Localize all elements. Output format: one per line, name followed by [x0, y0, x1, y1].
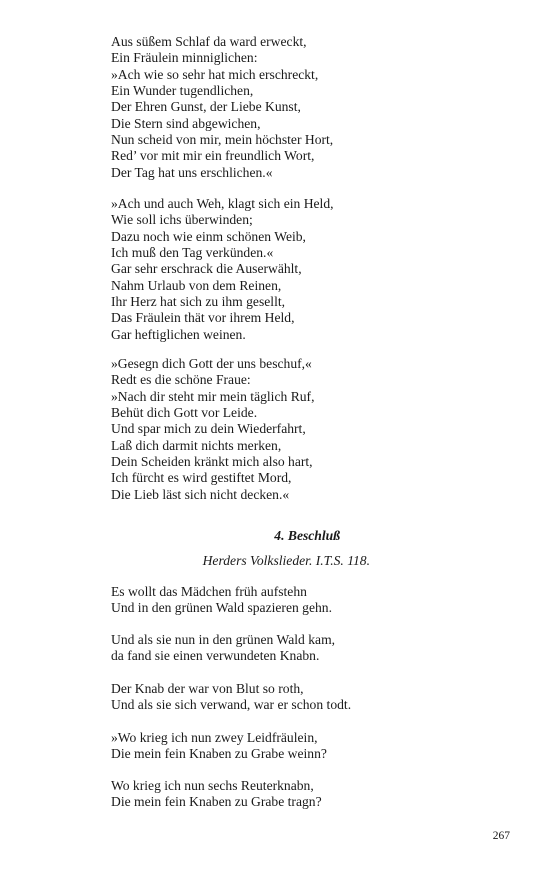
- section-title: 4. Beschluß: [274, 528, 340, 543]
- verse-line: Dein Scheiden kränkt mich also hart,: [111, 454, 313, 470]
- stanza-5: [111, 632, 511, 665]
- verse-line: Ein Fräulein minniglichen:: [111, 50, 258, 66]
- verse-line: »Gesegn dich Gott der uns beschuf,«: [111, 356, 312, 371]
- verse-line: Das Fräulein thät vor ihrem Held,: [111, 310, 295, 326]
- verse-line: »Ach wie so sehr hat mich erschreckt,: [111, 66, 319, 82]
- verse-line: Ein Wunder tugendlichen,: [111, 83, 254, 99]
- verse-line: Der Ehren Gunst, der Liebe Kunst,: [111, 99, 301, 115]
- verse-line: Nahm Urlaub von dem Reinen,: [111, 277, 282, 293]
- verse-line: Gar sehr erschrack die Auserwählt,: [111, 261, 302, 277]
- verse-line: Red’ vor mit mir ein freundlich Wort,: [111, 148, 315, 164]
- stanza-6: [111, 681, 511, 714]
- verse-line: Und als sie nun in den grünen Wald kam,: [111, 632, 336, 647]
- verse-line: Und spar mich zu dein Wiederfahrt,: [111, 421, 306, 437]
- verse-line: Der Knab der war von Blut so roth,: [111, 681, 304, 696]
- verse-line: »Wo krieg ich nun zwey Leidfräulein,: [111, 730, 318, 745]
- verse-line: Es wollt das Mädchen früh aufstehn: [111, 584, 307, 599]
- verse-line: Dazu noch wie einm schönen Weib,: [111, 228, 306, 244]
- page-number: 267: [492, 830, 510, 842]
- verse-line: »Nach dir steht mir mein täglich Ruf,: [111, 388, 315, 404]
- stanza-1: [111, 34, 511, 181]
- verse-line: Gar heftiglichen weinen.: [111, 326, 246, 342]
- stanza-3: [111, 356, 511, 503]
- verse-line: Die mein fein Knaben zu Grabe weinn?: [111, 746, 327, 762]
- verse-line: Und als sie sich verwand, war er schon todt.: [111, 697, 352, 713]
- verse-line: Aus süßem Schlaf da ward erweckt,: [111, 34, 307, 49]
- verse-line: Die Stern sind abgewichen,: [111, 115, 261, 131]
- verse-line: Und in den grünen Wald spazieren gehn.: [111, 600, 332, 616]
- verse-line: Behüt dich Gott vor Leide.: [111, 405, 258, 421]
- verse-line: Ich fürcht es wird gestiftet Mord,: [111, 470, 292, 486]
- verse-line: Laß dich darmit nichts merken,: [111, 437, 282, 453]
- verse-line: da fand sie einen verwundeten Knabn.: [111, 648, 320, 664]
- stanza-8: [111, 778, 511, 811]
- verse-line: Nun scheid von mir, mein höchster Hort,: [111, 132, 334, 148]
- verse-line: »Ach und auch Weh, klagt sich ein Held,: [111, 196, 334, 211]
- verse-line: Der Tag hat uns erschlichen.«: [111, 164, 273, 180]
- verse-line: Redt es die schöne Fraue:: [111, 372, 251, 388]
- stanza-7: [111, 730, 511, 763]
- stanza-4: [111, 584, 511, 617]
- verse-line: Wo krieg ich nun sechs Reuterknabn,: [111, 778, 314, 793]
- verse-line: Ich muß den Tag verkünden.«: [111, 245, 274, 261]
- verse-line: Wie soll ichs überwinden;: [111, 212, 253, 228]
- stanza-2: [111, 196, 511, 343]
- verse-line: Ihr Herz hat sich zu ihm gesellt,: [111, 294, 286, 310]
- section-source: Herders Volkslieder. I.T.S. 118.: [202, 553, 370, 568]
- verse-line: Die mein fein Knaben zu Grabe tragn?: [111, 794, 322, 810]
- verse-line: Die Lieb läst sich nicht decken.«: [111, 486, 290, 502]
